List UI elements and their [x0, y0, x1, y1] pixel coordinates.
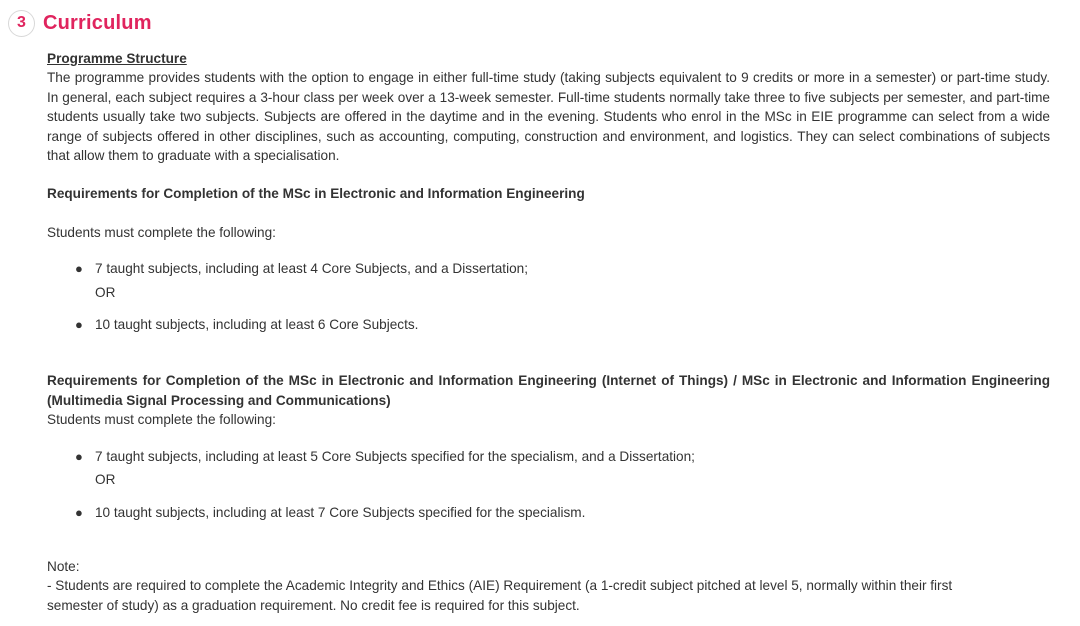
section-number-badge: 3 — [8, 10, 35, 37]
requirements-eie-intro: Students must complete the following: — [47, 224, 276, 240]
bullet-icon: ● — [75, 317, 83, 333]
requirement-option-text: 7 taught subjects, including at least 5 Core Subjects specified for the specialism, and a Dissertation; — [95, 448, 695, 464]
requirements-eie-list — [47, 259, 1050, 334]
bullet-icon: ● — [75, 261, 83, 277]
requirement-option-text: 7 taught subjects, including at least 4 Core Subjects, and a Dissertation; — [95, 261, 528, 277]
list-item — [75, 447, 1050, 490]
requirements-eie-heading: Requirements for Completion of the MSc in Electronic and Information Engineering — [47, 186, 585, 202]
programme-structure-heading: Programme Structure — [47, 51, 187, 66]
requirement-option-text: 10 taught subjects, including at least 7 Core Subjects specified for the specialism. — [95, 504, 586, 520]
requirements-specialism-intro: Students must complete the following: — [47, 412, 276, 428]
requirements-specialism-heading: Requirements for Completion of the MSc in Electronic and Information Engineering (Internet of Things) / MSc in Electronic and Information Engineering (Multimedia Signal Processing and Communications) — [47, 373, 1050, 408]
curriculum-content — [47, 49, 1050, 615]
section-header — [8, 8, 152, 38]
list-item — [75, 315, 1050, 334]
requirement-option-text: 10 taught subjects, including at least 6 Core Subjects. — [95, 317, 419, 333]
programme-structure-body: The programme provides students with the option to engage in either full-time study (taking subjects equivalent to 9 credits or more in a semester) or part-time study. In general, each subject requires a 3-hour class per week over a 13-week semester. Full-time students normally take three to five subjects per semester, and part-time students usually take two subjects. Subjects are offered in the daytime and in the evening. Students who enrol in the MSc in EIE programme can select from a wide range of subjects offered in other disciplines, such as accounting, computing, construction and environment, and logistics. They can select combinations of subjects that allow them to graduate with a specialisation. — [47, 70, 1050, 164]
or-label: OR — [95, 472, 116, 488]
section-title: Curriculum — [43, 11, 152, 34]
list-item — [75, 503, 1050, 522]
list-item — [75, 259, 1050, 302]
or-label: OR — [95, 284, 116, 300]
note-label: Note: — [47, 558, 80, 574]
note-text: - Students are required to complete the Academic Integrity and Ethics (AIE) Requirement (a 1-credit subject pitched at level 5, normally within their first semester of study) as a graduation requirement. No credit fee is required for this subject. — [47, 578, 953, 613]
bullet-icon: ● — [75, 504, 83, 520]
requirements-specialism-list — [47, 447, 1050, 522]
bullet-icon: ● — [75, 448, 83, 464]
